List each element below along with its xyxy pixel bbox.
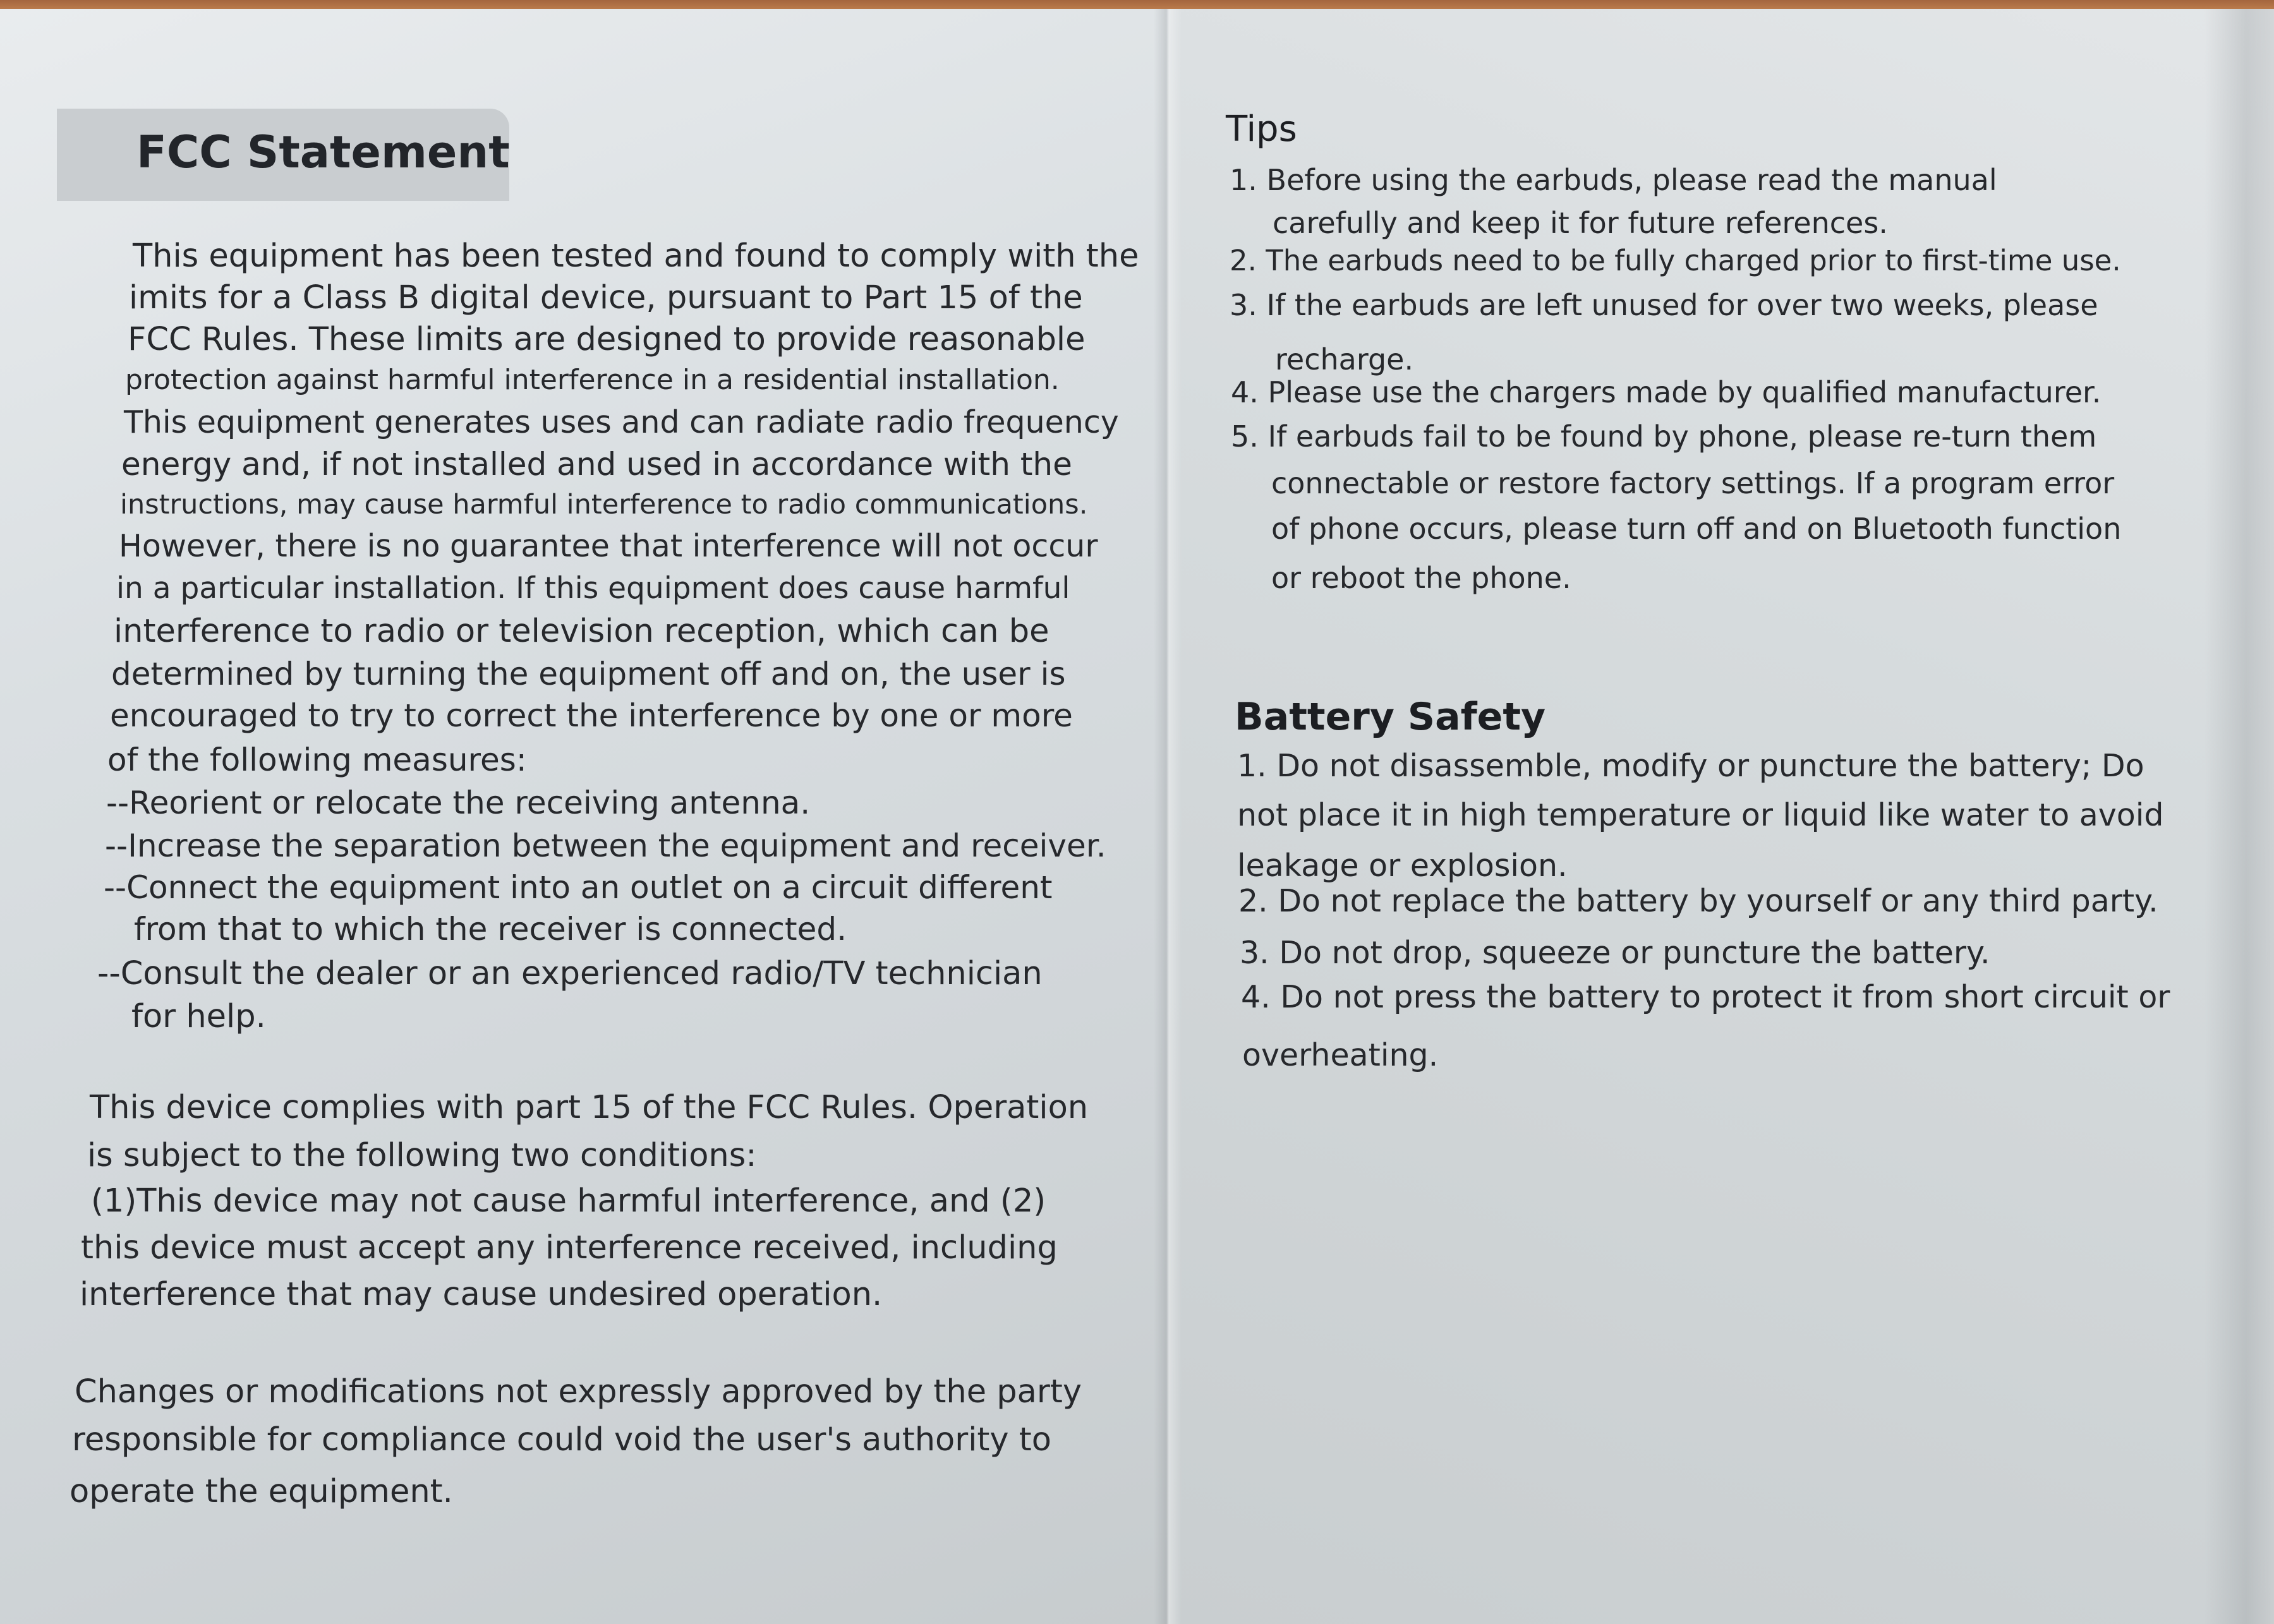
tips-line-5-cont-3: or reboot the phone. xyxy=(1271,561,1571,595)
battery-line-4-cont: overheating. xyxy=(1242,1037,1439,1073)
battery-line-4: 4. Do not press the battery to protect it from short circuit or xyxy=(1241,979,2170,1015)
battery-line-1: 1. Do not disassemble, modify or puncture the battery; Do xyxy=(1237,748,2144,784)
tips-heading: Tips xyxy=(1226,109,1297,150)
page-edge-shadow xyxy=(2204,9,2274,1624)
fcc-p1-line-8: However, there is no guarantee that interference will not occur xyxy=(119,528,1098,564)
battery-line-1-cont-1: not place it in high temperature or liquid like water to avoid xyxy=(1237,797,2164,833)
fcc-p1-line-5: This equipment generates uses and can radiate radio frequency xyxy=(124,404,1119,440)
fcc-p1-line-12: encouraged to try to correct the interference by one or more xyxy=(110,697,1073,734)
fcc-measure-line-1: --Reorient or relocate the receiving antenna. xyxy=(106,785,811,821)
fcc-p3-line-2: responsible for compliance could void the user's authority to xyxy=(72,1421,1051,1459)
tips-line-3-cont: recharge. xyxy=(1275,342,1414,376)
tips-line-1: 1. Before using the earbuds, please read the manual xyxy=(1230,163,1997,197)
fcc-p1-line-10: interference to radio or television reception, which can be xyxy=(114,613,1049,650)
fcc-p1-line-11: determined by turning the equipment off and on, the user is xyxy=(111,656,1066,692)
right-page xyxy=(1168,9,2274,1624)
fcc-statement-heading-box xyxy=(57,109,509,201)
battery-safety-heading: Battery Safety xyxy=(1235,695,1546,739)
fcc-p1-line-9: in a particular installation. If this equipment does cause harmful xyxy=(116,571,1070,606)
fcc-p1-line-4: protection against harmful interference in a residential installation. xyxy=(125,364,1060,396)
fcc-p1-line-3: FCC Rules. These limits are designed to provide reasonable xyxy=(128,321,1086,358)
tips-line-5-cont-2: of phone occurs, please turn off and on Bluetooth function xyxy=(1271,512,2122,546)
fcc-p1-line-2: imits for a Class B digital device, pursuant to Part 15 of the xyxy=(129,279,1083,316)
fcc-measure-line-3: --Connect the equipment into an outlet on a circuit different xyxy=(104,869,1053,906)
booklet-fold xyxy=(1154,9,1182,1624)
fcc-measure-line-3-cont: from that to which the receiver is connected. xyxy=(134,911,847,947)
fcc-p2-line-2: is subject to the following two conditions: xyxy=(87,1137,757,1174)
fcc-measure-line-4: --Consult the dealer or an experienced radio/TV technician xyxy=(97,955,1043,992)
fcc-p1-line-1: This equipment has been tested and found to comply with the xyxy=(133,238,1139,275)
fcc-p2-line-5: interference that may cause undesired operation. xyxy=(80,1276,883,1313)
fcc-measure-line-2: --Increase the separation between the equipment and receiver. xyxy=(105,827,1106,864)
fcc-p3-line-3: operate the equipment. xyxy=(70,1473,453,1510)
battery-line-1-cont-2: leakage or explosion. xyxy=(1237,848,1568,884)
tips-line-5: 5. If earbuds fail to be found by phone, please re-turn them xyxy=(1231,419,2097,454)
tips-line-3: 3. If the earbuds are left unused for over two weeks, please xyxy=(1230,288,2098,322)
fcc-measure-line-4-cont: for help. xyxy=(131,998,266,1035)
tips-line-2: 2. The earbuds need to be fully charged prior to first-time use. xyxy=(1230,244,2121,277)
fcc-p1-line-6: energy and, if not installed and used in accordance with the xyxy=(121,446,1072,483)
fcc-p3-line-1: Changes or modifications not expressly approved by the party xyxy=(75,1373,1082,1410)
battery-line-2: 2. Do not replace the battery by yourself or any third party. xyxy=(1238,883,2158,919)
battery-line-3: 3. Do not drop, squeeze or puncture the battery. xyxy=(1240,935,1990,971)
fcc-p1-line-7: instructions, may cause harmful interference to radio communications. xyxy=(120,489,1088,520)
left-page xyxy=(0,9,1168,1624)
fcc-p1-line-13: of the following measures: xyxy=(107,742,527,778)
fcc-p2-line-1: This device complies with part 15 of the FCC Rules. Operation xyxy=(90,1089,1089,1126)
fcc-p2-line-3: (1)This device may not cause harmful interference, and (2) xyxy=(91,1182,1046,1220)
tips-line-5-cont-1: connectable or restore factory settings. If a program error xyxy=(1271,466,2115,500)
fcc-p2-line-4: this device must accept any interference received, including xyxy=(81,1229,1058,1266)
tips-line-1-cont: carefully and keep it for future references. xyxy=(1273,206,1888,240)
tips-line-4: 4. Please use the chargers made by qualified manufacturer. xyxy=(1231,375,2102,409)
fcc-statement-heading: FCC Statement xyxy=(136,126,510,178)
